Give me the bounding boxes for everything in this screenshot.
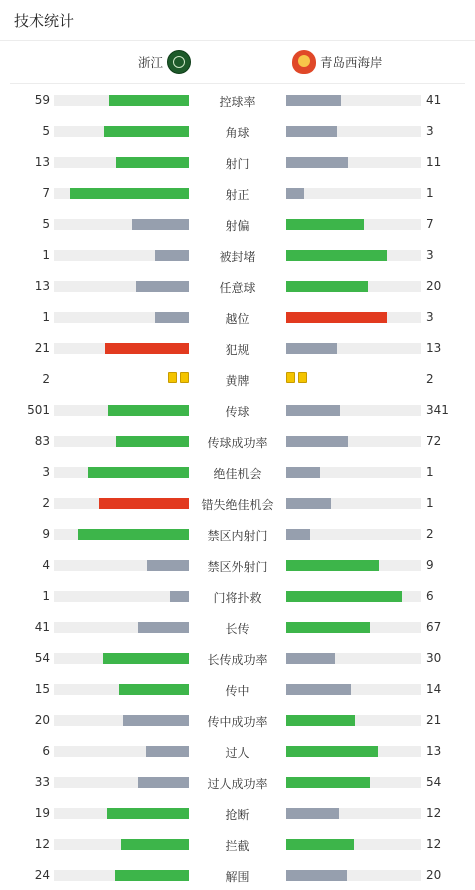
home-value: 5 (42, 217, 50, 231)
stat-label: 拦截 (225, 839, 250, 853)
home-bar (54, 436, 189, 447)
away-team[interactable] (292, 41, 383, 83)
away-value: 20 (426, 279, 442, 293)
stat-row (0, 115, 475, 146)
home-bar (54, 157, 189, 168)
stat-row (0, 456, 475, 487)
away-value: 12 (426, 806, 442, 820)
yellow-card-icon (298, 372, 307, 383)
away-value: 7 (426, 217, 434, 231)
stat-label: 过人 (225, 746, 250, 760)
stat-row (0, 642, 475, 673)
stat-label: 绝佳机会 (213, 467, 262, 481)
away-bar-fill (286, 467, 320, 478)
home-bar (54, 715, 189, 726)
stat-label: 犯规 (225, 343, 250, 357)
away-bar-fill (286, 343, 337, 354)
page-title: 技术统计 (14, 12, 75, 30)
stat-row (0, 425, 475, 456)
yellow-card-icon (168, 372, 177, 383)
home-value: 1 (42, 310, 50, 324)
away-value: 54 (426, 775, 442, 789)
home-bar-fill (115, 870, 189, 881)
home-bar (54, 250, 189, 261)
away-value: 2 (426, 527, 434, 541)
away-bar (286, 126, 421, 137)
away-bar-fill (286, 126, 337, 137)
home-bar-fill (136, 281, 189, 292)
stat-row (0, 487, 475, 518)
away-bar-fill (286, 870, 347, 881)
away-bar (286, 870, 421, 881)
home-value: 20 (34, 713, 50, 727)
stat-label: 黄牌 (225, 374, 250, 388)
away-bar-fill (286, 746, 378, 757)
teams-bar (0, 41, 475, 83)
away-bar-fill (286, 312, 387, 323)
away-value: 3 (426, 310, 434, 324)
away-bar (286, 467, 421, 478)
home-bar-fill (121, 839, 189, 850)
home-value: 15 (34, 682, 50, 696)
stat-label: 抢断 (225, 808, 250, 822)
away-bar (286, 436, 421, 447)
away-bar-fill (286, 808, 339, 819)
stat-label: 传中 (225, 684, 250, 698)
away-value: 1 (426, 465, 434, 479)
home-value: 2 (42, 496, 50, 510)
away-value: 41 (426, 93, 442, 107)
stat-row (0, 611, 475, 642)
away-yellow-cards (286, 372, 307, 383)
away-bar-fill (286, 653, 335, 664)
away-bar-fill (286, 591, 402, 602)
away-bar (286, 591, 421, 602)
away-bar-fill (286, 715, 355, 726)
home-bar (54, 405, 189, 416)
stat-row (0, 580, 475, 611)
away-value: 3 (426, 124, 434, 138)
home-bar-fill (138, 777, 189, 788)
away-value: 11 (426, 155, 442, 169)
away-value: 1 (426, 186, 434, 200)
away-bar (286, 250, 421, 261)
away-bar (286, 808, 421, 819)
home-value: 13 (34, 279, 50, 293)
stat-label: 错失绝佳机会 (201, 498, 274, 512)
home-bar (54, 870, 189, 881)
home-value: 1 (42, 589, 50, 603)
home-bar-fill (116, 157, 189, 168)
home-bar-fill (105, 343, 189, 354)
home-bar (54, 839, 189, 850)
away-bar-fill (286, 188, 304, 199)
stat-row (0, 549, 475, 580)
home-team-name: 浙江 (138, 55, 164, 70)
yellow-card-icon (286, 372, 295, 383)
away-bar (286, 839, 421, 850)
away-value: 67 (426, 620, 442, 634)
away-bar (286, 188, 421, 199)
home-bar (54, 591, 189, 602)
home-bar-fill (88, 467, 189, 478)
stat-label: 门将扑救 (213, 591, 262, 605)
stat-row (0, 704, 475, 735)
stat-label: 角球 (225, 126, 250, 140)
home-value: 5 (42, 124, 50, 138)
away-bar-fill (286, 622, 370, 633)
home-bar (54, 746, 189, 757)
stat-row (0, 239, 475, 270)
home-bar (54, 281, 189, 292)
home-team[interactable] (138, 41, 191, 83)
away-bar-fill (286, 219, 364, 230)
stat-label: 射门 (225, 157, 250, 171)
stat-row (0, 177, 475, 208)
home-bar-fill (155, 312, 189, 323)
away-bar (286, 219, 421, 230)
stat-row (0, 828, 475, 859)
away-bar (286, 343, 421, 354)
home-bar (54, 622, 189, 633)
away-value: 72 (426, 434, 442, 448)
away-bar (286, 281, 421, 292)
away-value: 3 (426, 248, 434, 262)
home-bar (54, 653, 189, 664)
away-value: 1 (426, 496, 434, 510)
home-value: 4 (42, 558, 50, 572)
home-bar (54, 498, 189, 509)
home-bar-fill (109, 95, 189, 106)
stat-label: 越位 (225, 312, 250, 326)
away-bar (286, 715, 421, 726)
away-bar-fill (286, 157, 348, 168)
away-value: 20 (426, 868, 442, 882)
away-bar (286, 405, 421, 416)
home-bar (54, 219, 189, 230)
stat-label: 控球率 (219, 95, 256, 109)
home-value: 6 (42, 744, 50, 758)
home-value: 24 (34, 868, 50, 882)
stat-row (0, 735, 475, 766)
stat-label: 解围 (225, 870, 250, 884)
away-team-logo-icon (292, 50, 316, 74)
away-bar-fill (286, 560, 379, 571)
home-bar (54, 808, 189, 819)
away-value: 14 (426, 682, 442, 696)
home-value: 1 (42, 248, 50, 262)
home-value: 59 (34, 93, 50, 107)
stat-row (0, 301, 475, 332)
home-value: 501 (27, 403, 50, 417)
home-value: 41 (34, 620, 50, 634)
yellow-card-icon (180, 372, 189, 383)
home-team-logo-icon (167, 50, 191, 74)
away-bar (286, 746, 421, 757)
home-bar-fill (138, 622, 189, 633)
away-bar-fill (286, 839, 354, 850)
home-bar (54, 126, 189, 137)
stat-label: 射偏 (225, 219, 250, 233)
stat-row (0, 363, 475, 394)
home-bar (54, 560, 189, 571)
away-bar-fill (286, 684, 351, 695)
away-value: 13 (426, 341, 442, 355)
home-bar-fill (155, 250, 189, 261)
away-bar (286, 498, 421, 509)
home-bar-fill (104, 126, 189, 137)
stat-label: 传球 (225, 405, 250, 419)
home-bar (54, 529, 189, 540)
away-value: 12 (426, 837, 442, 851)
away-team-name: 青岛西海岸 (320, 55, 383, 70)
home-bar-fill (119, 684, 189, 695)
home-bar-fill (146, 746, 189, 757)
home-bar (54, 312, 189, 323)
home-value: 13 (34, 155, 50, 169)
home-bar-fill (132, 219, 189, 230)
home-bar (54, 188, 189, 199)
home-bar-fill (78, 529, 189, 540)
home-bar-fill (70, 188, 189, 199)
home-bar-fill (170, 591, 189, 602)
away-value: 2 (426, 372, 434, 386)
home-bar-fill (99, 498, 189, 509)
stat-label: 长传成功率 (207, 653, 268, 667)
away-bar-fill (286, 529, 310, 540)
home-value: 2 (42, 372, 50, 386)
away-value: 341 (426, 403, 449, 417)
home-value: 83 (34, 434, 50, 448)
stat-label: 过人成功率 (207, 777, 268, 791)
home-bar-fill (108, 405, 189, 416)
away-value: 30 (426, 651, 442, 665)
away-bar-fill (286, 498, 331, 509)
away-bar (286, 622, 421, 633)
stat-label: 禁区内射门 (207, 529, 268, 543)
home-bar (54, 467, 189, 478)
stat-label: 长传 (225, 622, 250, 636)
away-bar (286, 95, 421, 106)
home-bar (54, 684, 189, 695)
away-bar (286, 560, 421, 571)
stat-row (0, 797, 475, 828)
away-bar (286, 312, 421, 323)
away-value: 9 (426, 558, 434, 572)
home-bar (54, 95, 189, 106)
home-bar (54, 777, 189, 788)
home-bar-fill (103, 653, 189, 664)
stat-label: 任意球 (219, 281, 256, 295)
stat-row (0, 208, 475, 239)
stat-label: 禁区外射门 (207, 560, 268, 574)
stat-row (0, 270, 475, 301)
away-bar (286, 684, 421, 695)
home-value: 33 (34, 775, 50, 789)
home-value: 9 (42, 527, 50, 541)
home-bar-fill (116, 436, 189, 447)
home-value: 3 (42, 465, 50, 479)
stats-list (0, 84, 475, 890)
away-value: 13 (426, 744, 442, 758)
away-bar (286, 653, 421, 664)
away-value: 6 (426, 589, 434, 603)
stat-row (0, 859, 475, 890)
home-value: 19 (34, 806, 50, 820)
stat-row (0, 332, 475, 363)
away-bar-fill (286, 95, 341, 106)
away-bar (286, 529, 421, 540)
away-bar-fill (286, 250, 387, 261)
stat-label: 传中成功率 (207, 715, 268, 729)
home-yellow-cards (168, 372, 189, 383)
away-value: 21 (426, 713, 442, 727)
home-value: 7 (42, 186, 50, 200)
stats-header (0, 0, 475, 41)
home-bar-fill (147, 560, 189, 571)
home-bar-fill (123, 715, 189, 726)
home-bar-fill (107, 808, 189, 819)
stat-label: 被封堵 (219, 250, 256, 264)
home-value: 12 (34, 837, 50, 851)
away-bar-fill (286, 436, 348, 447)
stat-row (0, 394, 475, 425)
stat-row (0, 146, 475, 177)
home-value: 54 (34, 651, 50, 665)
stat-row (0, 518, 475, 549)
away-bar-fill (286, 281, 368, 292)
away-bar (286, 777, 421, 788)
stat-row (0, 766, 475, 797)
home-value: 21 (34, 341, 50, 355)
away-bar-fill (286, 405, 340, 416)
stat-label: 射正 (225, 188, 250, 202)
stat-row (0, 673, 475, 704)
stat-label: 传球成功率 (207, 436, 268, 450)
away-bar-fill (286, 777, 370, 788)
stat-row (0, 84, 475, 115)
home-bar (54, 343, 189, 354)
away-bar (286, 157, 421, 168)
